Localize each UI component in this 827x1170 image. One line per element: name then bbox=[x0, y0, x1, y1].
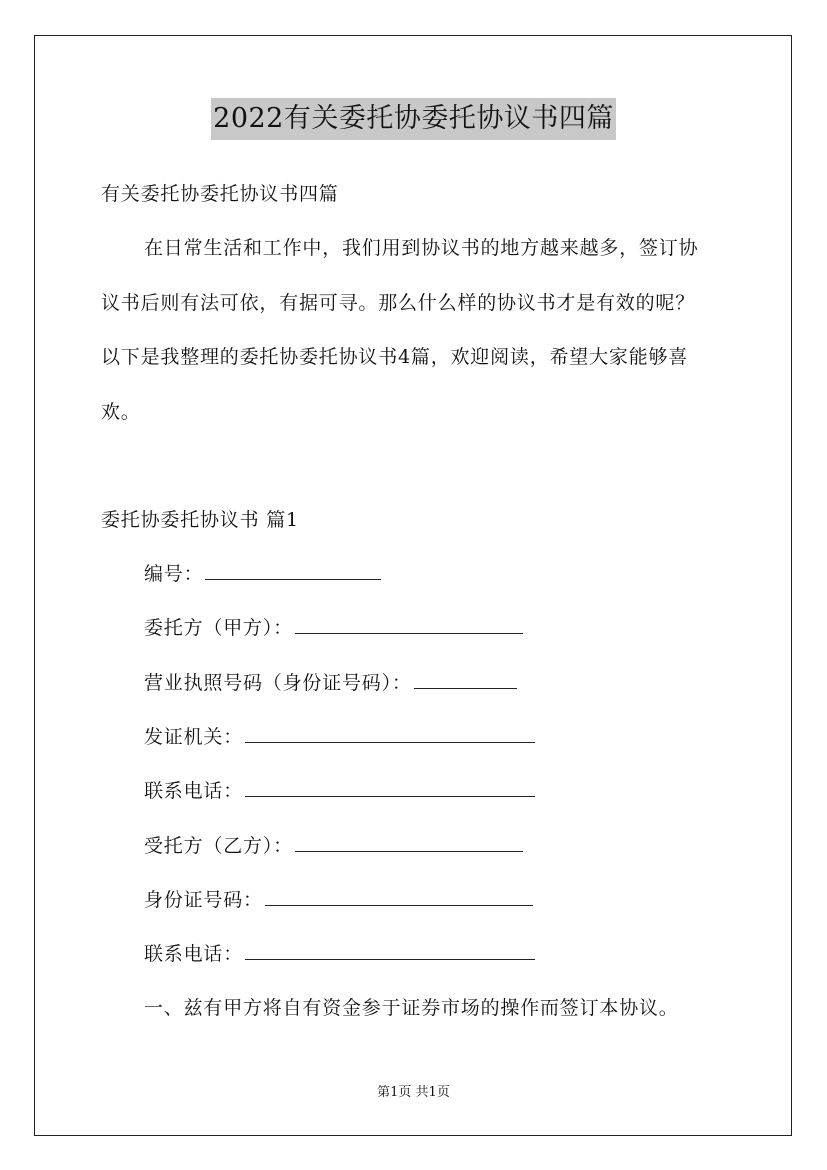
clause-1: 一、兹有甲方将自有资金参于证券市场的操作而签订本协议。 bbox=[144, 997, 679, 1019]
field-label: 发证机关： bbox=[144, 726, 244, 748]
field-row-license bbox=[144, 670, 517, 696]
number-blank bbox=[205, 561, 381, 580]
field-label: 受托方（乙方）： bbox=[144, 835, 293, 857]
page-footer bbox=[0, 1084, 827, 1102]
issuer-blank bbox=[245, 724, 535, 743]
license-blank bbox=[414, 670, 517, 689]
field-label: 身份证号码： bbox=[144, 889, 263, 911]
field-label: 联系电话： bbox=[144, 780, 244, 802]
intro-line-2: 议书后则有法可依，有据可寻。那么什么样的协议书才是有效的呢？ bbox=[101, 292, 696, 314]
section-heading: 委托协委托协议书 篇1 bbox=[101, 509, 299, 531]
field-label: 编号： bbox=[144, 563, 204, 585]
principal-blank bbox=[295, 615, 523, 634]
field-row-agent bbox=[144, 833, 523, 859]
field-row-phone-b bbox=[144, 941, 535, 967]
field-row-id bbox=[144, 887, 533, 913]
phone-b-blank bbox=[245, 941, 535, 960]
field-row-phone-a bbox=[144, 778, 535, 804]
agent-blank bbox=[295, 833, 523, 852]
field-label: 联系电话： bbox=[144, 943, 244, 965]
document-subtitle: 有关委托协委托协议书四篇 bbox=[101, 183, 339, 205]
field-row-issuer bbox=[144, 724, 535, 750]
page-number: 第1页 共1页 bbox=[377, 1085, 450, 1100]
document-title: 2022有关委托协委托协议书四篇 bbox=[211, 98, 616, 140]
field-row-number bbox=[144, 561, 381, 587]
id-blank bbox=[265, 887, 533, 906]
intro-line-4: 欢。 bbox=[101, 401, 141, 423]
intro-line-3: 以下是我整理的委托协委托协议书4篇，欢迎阅读，希望大家能够喜 bbox=[101, 346, 689, 368]
field-label: 委托方（甲方）： bbox=[144, 617, 293, 639]
title-container bbox=[0, 98, 827, 140]
intro-line-1: 在日常生活和工作中，我们用到协议书的地方越来越多，签订协 bbox=[144, 237, 699, 259]
phone-a-blank bbox=[245, 778, 535, 797]
field-label: 营业执照号码（身份证号码）： bbox=[144, 672, 412, 694]
field-row-principal bbox=[144, 615, 523, 641]
